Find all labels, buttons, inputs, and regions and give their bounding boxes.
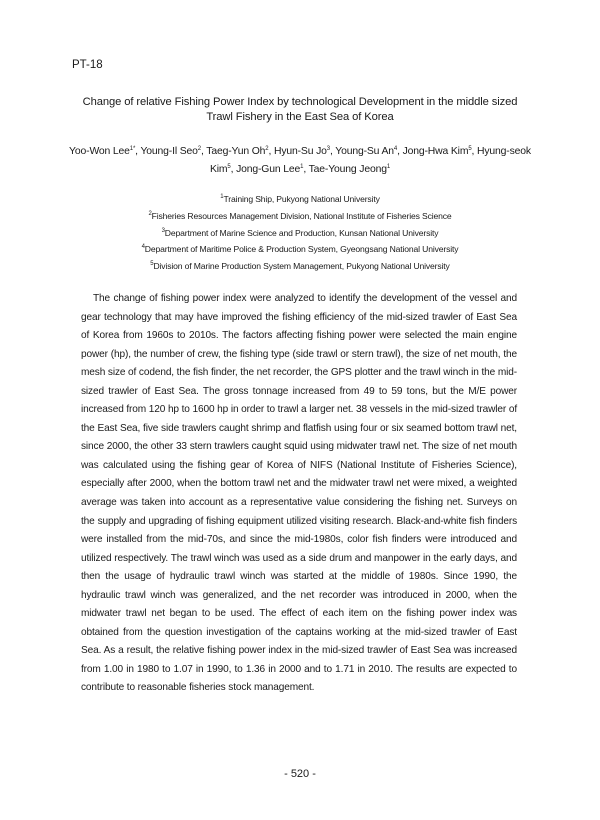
author (335, 146, 402, 157)
affiliation-list (80, 191, 520, 275)
author (274, 146, 335, 157)
affiliation (80, 258, 520, 275)
author-name: Young-Il Seo (140, 146, 198, 157)
affiliation (80, 191, 520, 208)
author-name: Jong-Gun Lee (236, 164, 301, 175)
author (403, 146, 477, 157)
author-affiliation-mark: 2 (265, 146, 269, 152)
abstract-body: The change of fishing power index were analyzed to identify the development of the vessel and gear technology that may have improved the fishing efficiency of the mid-sized trawler of East Sea of Korea from 1960s to 2010s. The factors affecting fishing power were selected the main engine power (hp), the number of crew, the fishing type (side trawl or stern trawl), the size of net mouth, the mesh size of codend, the fish finder, the net recorder, the GPS plotter and the trawl winch in the mid-sized trawler of East Sea. The gross tonnage increased from 49 to 59 tons, but the M/E power increased from 120 hp to 1600 hp in order to trawl a larger net. 38 vessels in the mid-sized trawler of the East Sea, five side trawlers caught shrimp and flatfish using four or six seamed bottom trawl net, since 2000, the other 33 stern trawlers caught squid using midwater trawl net. The size of net mouth was calculated using the fishing gear of Korea of NIFS (National Institute of Fisheries Science), especially after 2000, when the bottom trawl net and the midwater trawl net were mixed, a weighted average was taken into account as a representative value considering the fishing net. Surveys on the supply and upgrading of fishing equipment utilized visiting research. Black-and-white fish finders were installed from the mid-70s, and since the mid-1980s, color fish finders were introduced and utilized respectively. The trawl winch was used as a side drum and manpower in the early days, and then the usage of hydraulic trawl winch was started at the middle of 1980s. Since 1990, the hydraulic trawl winch was generalized, and the net recorder was introduced in 2000, when the midwater trawl net began to be used. The effect of each item on the fishing power index was obtained from the question investigation of the captains working at the mid-sized trawler of East Sea. As a result, the relative fishing power index in the mid-sized trawler of East Sea was increased from 1.00 in 1980 to 1.07 in 1990, to 1.36 in 2000 and to 1.71 in 2010. The results are expected to contribute to reasonable fisheries stock management. (81, 293, 517, 694)
paper-code: PT-18 (72, 59, 103, 71)
author-separator: , (268, 146, 274, 157)
author (309, 164, 390, 175)
author (206, 146, 274, 157)
affiliation-number: 5 (150, 261, 154, 268)
author-separator: , (329, 146, 336, 157)
affiliation-number: 1 (220, 194, 224, 200)
author-affiliation-mark: 4 (393, 146, 398, 152)
affiliation-text: Department of Maritime Police & Production System, Gyeongsang National University (144, 244, 459, 255)
author (236, 164, 309, 175)
affiliation-text: Department of Marine Science and Production, Kunsan National University (164, 227, 439, 238)
paper-title (70, 95, 530, 125)
author-separator: , (135, 146, 141, 157)
affiliation (80, 208, 520, 225)
author-name: Jong-Hwa Kim (402, 146, 469, 157)
author-name: Tae-Young Jeong (308, 164, 387, 175)
author-name: Yoo-Won Lee (69, 146, 130, 157)
author-list (64, 143, 536, 179)
affiliation-number: 2 (148, 210, 152, 217)
page-number: - 520 - (284, 768, 316, 780)
author (69, 146, 140, 157)
author-affiliation-mark: 1 (386, 164, 391, 170)
author-separator: , (397, 146, 403, 157)
affiliation-text: Division of Marine Production System Management, Pukyong National University (153, 261, 450, 272)
author-name: Hyun-Su Jo (273, 146, 327, 157)
author-affiliation-mark: 1* (129, 146, 136, 152)
affiliation-text: Fisheries Resources Management Division, National Institute of Fisheries Science (151, 210, 452, 221)
author-affiliation-mark: 5 (227, 164, 231, 170)
affiliation (80, 241, 520, 258)
title-line-2: Trawl Fishery in the East Sea of Korea (206, 111, 394, 123)
author-name: Taeg-Yun Oh (206, 146, 266, 157)
author-name: Hyung-seok Kim (209, 146, 531, 175)
author-affiliation-mark: 2 (197, 146, 201, 152)
affiliation (80, 225, 520, 242)
author-separator: , (200, 146, 207, 157)
affiliation-number: 4 (141, 244, 145, 251)
author-separator: , (230, 164, 237, 175)
author-name: Young-Su An (335, 146, 394, 157)
author-separator: , (303, 164, 309, 175)
author-affiliation-mark: 3 (326, 146, 330, 152)
author (140, 146, 206, 157)
author-separator: , (471, 146, 477, 157)
author-affiliation-mark: 5 (468, 146, 472, 152)
affiliation-text: Training Ship, Pukyong National University (223, 194, 380, 204)
author-affiliation-mark: 1 (300, 164, 304, 170)
title-line-1: Change of relative Fishing Power Index by technological Development in the middle sized (82, 96, 518, 108)
affiliation-number: 3 (161, 227, 165, 234)
